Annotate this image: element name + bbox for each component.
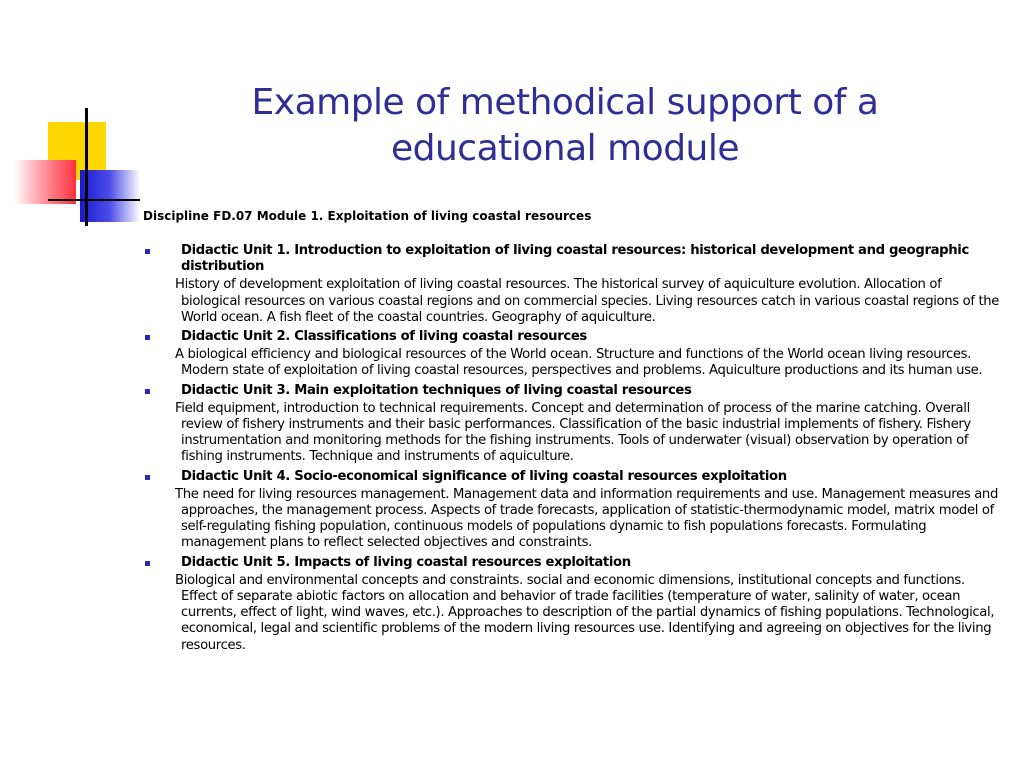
slide-title-line-2: educational module <box>390 128 740 169</box>
didactic-unit-list <box>143 243 1003 657</box>
unit-description: History of development exploitation of living coastal resources. The historical survey of aquiculture evolution. Allocation of biological resources on various coastal regions and on commercial species. Living resources catch in various coastal regions of the World ocean. A fish fleet of the coastal countries. Geography of aquiculture. <box>175 277 1000 325</box>
list-item <box>143 243 1003 326</box>
list-item <box>143 469 1003 552</box>
unit-heading-wrapper <box>143 243 1003 275</box>
square-bullet-icon <box>145 561 150 566</box>
list-item <box>143 555 1003 654</box>
slide-title-line-1: Example of methodical support of a <box>251 82 879 123</box>
list-item <box>143 329 1003 380</box>
decorative-logo-squares <box>0 0 140 240</box>
unit-heading-wrapper <box>143 555 1003 571</box>
unit-heading-wrapper <box>143 469 1003 485</box>
horizontal-rule <box>48 199 140 201</box>
red-gradient-square <box>14 160 76 204</box>
square-bullet-icon <box>145 249 150 254</box>
unit-heading: Didactic Unit 1. Introduction to exploitation of living coastal resources: historical development and geographic distribution <box>181 243 969 275</box>
unit-heading-wrapper <box>143 329 1003 345</box>
list-item <box>143 383 1003 466</box>
slide-title <box>150 80 980 172</box>
unit-description: Biological and environmental concepts and constraints. social and economic dimensions, institutional concepts and functions. Effect of separate abiotic factors on allocation and behavior of trade facilities (temperature of water, salinity of water, ocean currents, effect of light, wind waves, etc.). Approaches to description of the partial dynamics of fishing populations. Technological, economical, legal and scientific problems of the modern living resources use. Identifying and agreeing on objectives for the living resources. <box>175 572 995 653</box>
unit-heading: Didactic Unit 2. Classifications of living coastal resources <box>181 329 587 345</box>
unit-heading: Didactic Unit 5. Impacts of living coastal resources exploitation <box>181 554 631 570</box>
unit-heading-wrapper <box>143 383 1003 399</box>
square-bullet-icon <box>145 475 150 480</box>
unit-heading: Didactic Unit 4. Socio-economical significance of living coastal resources exploitation <box>181 468 787 484</box>
square-bullet-icon <box>145 335 150 340</box>
discipline-subtitle: Discipline FD.07 Module 1. Exploitation of living coastal resources <box>143 209 592 223</box>
blue-gradient-square <box>80 170 140 222</box>
square-bullet-icon <box>145 389 150 394</box>
unit-description: A biological efficiency and biological resources of the World ocean. Structure and functions of the World ocean living resources. Modern state of exploitation of living coastal resources, perspectives and problems. Aquiculture productions and its human use. <box>175 347 983 379</box>
unit-heading: Didactic Unit 3. Main exploitation techniques of living coastal resources <box>181 382 692 398</box>
unit-description: Field equipment, introduction to technical requirements. Concept and determination of process of the marine catching. Overall review of fishery instruments and their basic performances. Classification of the basic industrial implements of fishery. Fishery instrumentation and monitoring methods for the fishing instruments. Tools of underwater (visual) observation by operation of fishing instruments. Technique and instruments of aquiculture. <box>175 400 971 465</box>
vertical-rule <box>85 108 88 226</box>
unit-description: The need for living resources management. Management data and information requirements and use. Management measures and approaches, the management process. Aspects of trade forecasts, application of statistic-thermodynamic model, matrix model of self-regulating fishing population, continuous models of populations dynamic to fish populations forecasts. Formulating management plans to reflect selected objectives and constraints. <box>175 486 998 551</box>
